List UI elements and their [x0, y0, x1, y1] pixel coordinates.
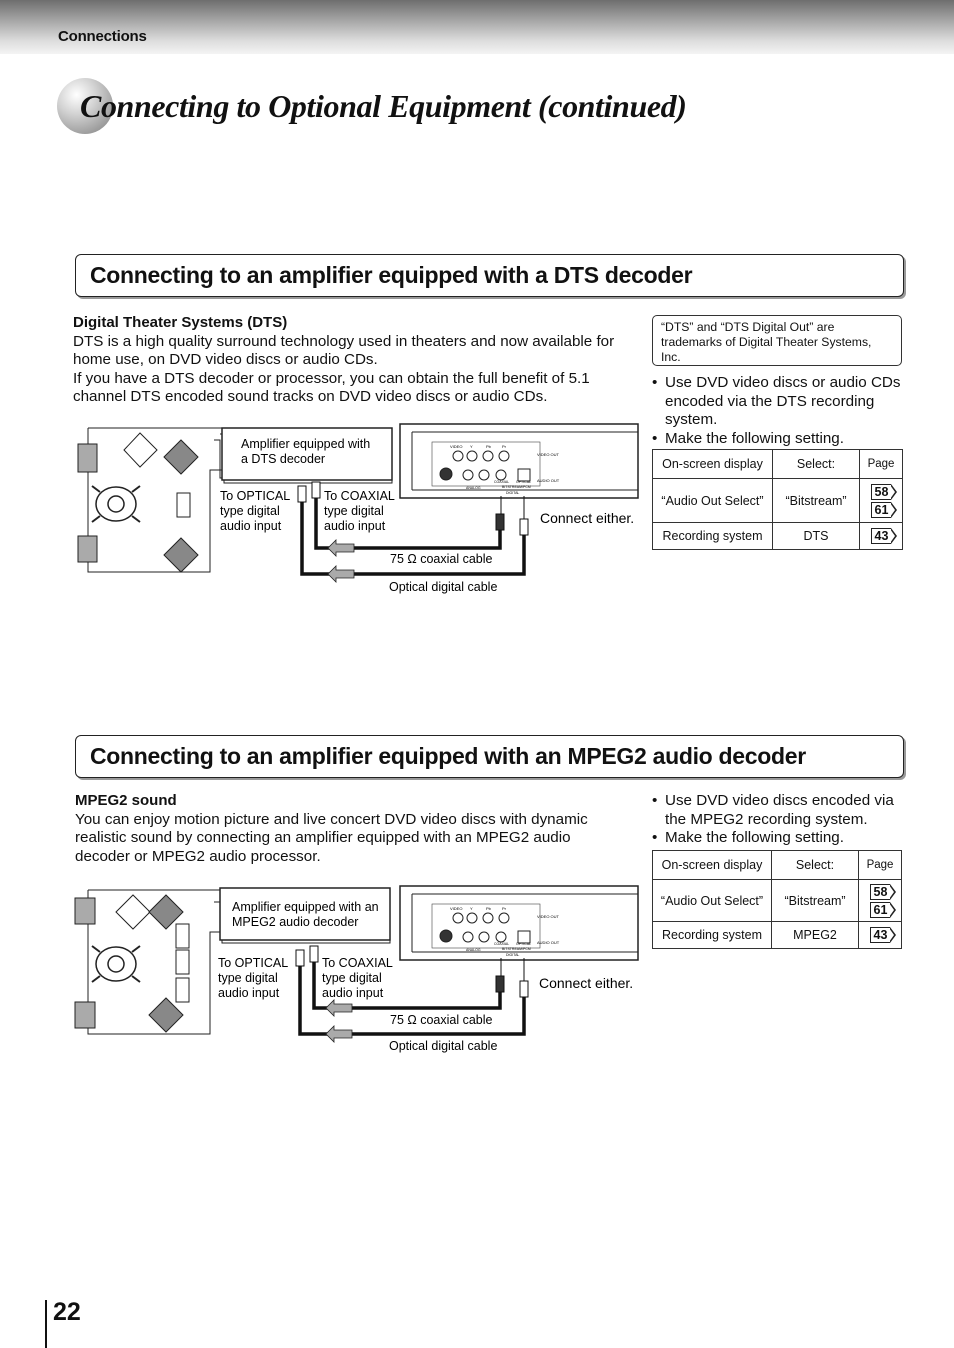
page-number-rule: [45, 1300, 47, 1348]
dts-paragraph-2: If you have a DTS decoder or processor, you can obtain the full benefit of 5.1 channel DTS encoded sound tracks on DVD video discs or audio CDs.: [73, 369, 590, 405]
subwoofer-icon: [176, 950, 189, 974]
mpeg2-bullet-2: • Make the following setting.: [652, 829, 904, 848]
s-video-jack-icon: [440, 930, 452, 942]
optical-input-label: type digital: [218, 971, 278, 985]
mpeg2-heading-text: Connecting to an amplifier equipped with an MPEG2 audio decoder: [90, 743, 806, 769]
optical-input-label: To OPTICAL: [218, 956, 289, 970]
page-ref-43[interactable]: 43: [871, 528, 892, 544]
optical-plug-icon: [520, 519, 528, 535]
pb-jack-icon: [483, 451, 493, 461]
table-cell-select: MPEG2: [772, 922, 859, 949]
panel-label: BITSTREAM/PCM: [502, 485, 531, 489]
panel-label: VIDEO OUT: [537, 914, 560, 919]
pr-jack-icon: [499, 451, 509, 461]
dts-subheading: Digital Theater Systems (DTS): [73, 314, 288, 331]
coaxial-input-label: audio input: [322, 986, 384, 1000]
panel-label: Y: [470, 444, 473, 449]
panel-label: COAXIAL: [494, 480, 510, 484]
front-left-speaker-icon: [78, 444, 97, 472]
coaxial-input-label: To COAXIAL: [324, 489, 395, 503]
panel-label: VIDEO: [450, 906, 463, 911]
front-left-speaker-icon: [75, 898, 95, 924]
mpeg2-bullets: [652, 792, 904, 848]
amplifier-box: [220, 888, 390, 940]
panel-label: Y: [470, 906, 473, 911]
optical-cable-label: Optical digital cable: [389, 580, 498, 594]
rear-right-speaker-icon: [149, 998, 183, 1032]
listener-icon: [92, 486, 140, 522]
page-ref-61[interactable]: 61: [870, 902, 891, 918]
optical-plug-icon: [298, 486, 306, 502]
table-header-page: Page: [859, 851, 902, 880]
table-header-page: Page: [860, 450, 903, 479]
subwoofer-icon: [176, 924, 189, 948]
dts-bullet-2: • Make the following setting.: [652, 430, 902, 449]
coaxial-plug-icon: [496, 514, 504, 530]
page-title: Connecting to Optional Equipment (continued): [80, 88, 687, 124]
dts-settings-table: [652, 449, 903, 550]
mpeg2-paragraph-1: You can enjoy motion picture and live concert DVD video discs with dynamic realistic sound by connecting an amplifier equipped with an MPEG2 audio decoder or MPEG2 audio processor.: [75, 810, 588, 865]
coaxial-cable-label: 75 Ω coaxial cable: [390, 1013, 493, 1027]
coaxial-jack-icon: [496, 932, 506, 942]
signal-arrow-icon: [326, 1000, 352, 1016]
panel-label: OPTICAL: [516, 942, 531, 946]
panel-label: AUDIO OUT: [537, 940, 560, 945]
coaxial-plug-icon: [310, 946, 318, 962]
signal-arrow-icon: [328, 540, 354, 556]
rear-left-speaker-icon: [78, 536, 97, 562]
header-bar: [0, 0, 954, 54]
panel-label: BITSTREAM/PCM: [502, 947, 531, 951]
mpeg2-section-heading: [75, 735, 904, 778]
rear-left-speaker-icon: [75, 1002, 95, 1028]
signal-arrow-icon: [326, 1026, 352, 1042]
panel-label: DIGITAL: [506, 491, 520, 495]
optical-plug-icon: [520, 981, 528, 997]
page-ref-43[interactable]: 43: [870, 927, 891, 943]
table-cell-pages: [860, 523, 903, 550]
table-header-display: On-screen display: [653, 851, 772, 880]
video-jack-icon: [453, 451, 463, 461]
dts-intro: [73, 314, 641, 407]
optical-plug-icon: [296, 950, 304, 966]
table-header-select: Select:: [772, 851, 859, 880]
table-cell-select: “Bitstream”: [772, 880, 859, 922]
amplifier-label: a DTS decoder: [241, 452, 326, 466]
page-ref-58[interactable]: 58: [871, 484, 892, 500]
table-cell-select: DTS: [773, 523, 860, 550]
panel-label: Pr: [502, 906, 506, 911]
subwoofer-icon: [177, 493, 190, 517]
coaxial-input-label: audio input: [324, 519, 386, 533]
panel-label: DIGITAL: [506, 953, 520, 957]
dts-connection-diagram: [70, 420, 642, 602]
dts-bullet-1: • Use DVD video discs or audio CDs encoded via the DTS recording system.: [652, 374, 902, 430]
amplifier-label: Amplifier equipped with: [241, 437, 371, 451]
rear-right-speaker-icon: [164, 538, 198, 572]
coaxial-jack-icon: [496, 470, 506, 480]
amplifier-label: MPEG2 audio decoder: [232, 915, 359, 929]
mpeg2-bullet-1: • Use DVD video discs encoded via the MPEG2 recording system.: [652, 792, 904, 829]
pr-jack-icon: [499, 913, 509, 923]
y-jack-icon: [467, 913, 477, 923]
connect-either-label: Connect either.: [540, 510, 635, 526]
listener-icon: [92, 946, 140, 982]
optical-input-label: type digital: [220, 504, 280, 518]
coaxial-plug-icon: [496, 976, 504, 992]
table-cell-display: “Audio Out Select”: [653, 479, 773, 523]
dts-section-heading: [75, 254, 904, 297]
amplifier-label: Amplifier equipped with an: [232, 900, 379, 914]
panel-label: Pb: [486, 906, 491, 911]
coaxial-cable-label: 75 Ω coaxial cable: [390, 552, 493, 566]
center-speaker-icon: [116, 895, 150, 929]
panel-label: VIDEO OUT: [537, 452, 560, 457]
mpeg2-settings-table: [652, 850, 902, 949]
panel-label: AUDIO OUT: [537, 478, 560, 483]
optical-cable-label: Optical digital cable: [389, 1039, 498, 1053]
panel-label: Pr: [502, 444, 506, 449]
section-label: Connections: [58, 28, 147, 45]
y-jack-icon: [467, 451, 477, 461]
dts-heading-text: Connecting to an amplifier equipped with a DTS decoder: [90, 262, 693, 288]
table-cell-pages: [859, 922, 902, 949]
trademark-note: “DTS” and “DTS Digital Out” are trademarks of Digital Theater Systems, Inc.: [652, 315, 902, 366]
analog-l-jack-icon: [463, 470, 473, 480]
panel-label: ANALOG: [466, 486, 481, 490]
mpeg2-connection-diagram: [70, 882, 642, 1064]
mpeg2-subheading: MPEG2 sound: [75, 792, 177, 809]
front-right-speaker-icon: [164, 440, 198, 474]
panel-label: VIDEO: [450, 444, 463, 449]
optical-input-label: audio input: [218, 986, 280, 1000]
table-cell-display: Recording system: [653, 523, 773, 550]
table-cell-pages: [860, 479, 903, 523]
video-jack-icon: [453, 913, 463, 923]
dts-bullets: [652, 374, 902, 448]
panel-label: ANALOG: [466, 948, 481, 952]
coaxial-input-label: To COAXIAL: [322, 956, 393, 970]
table-cell-select: “Bitstream”: [773, 479, 860, 523]
dts-paragraph-1: DTS is a high quality surround technology used in theaters and now available for home use, on DVD video discs or audio CDs.: [73, 332, 615, 368]
optical-input-label: To OPTICAL: [220, 489, 291, 503]
page-ref-58[interactable]: 58: [870, 884, 891, 900]
analog-r-jack-icon: [479, 470, 489, 480]
table-cell-display: Recording system: [653, 922, 772, 949]
table-header-display: On-screen display: [653, 450, 773, 479]
analog-r-jack-icon: [479, 932, 489, 942]
signal-arrow-icon: [328, 566, 354, 582]
optical-input-label: audio input: [220, 519, 282, 533]
subwoofer-icon: [176, 978, 189, 1002]
coaxial-plug-icon: [312, 482, 320, 498]
table-header-select: Select:: [773, 450, 860, 479]
s-video-jack-icon: [440, 468, 452, 480]
center-speaker-icon: [124, 433, 157, 467]
connect-either-label: Connect either.: [539, 975, 634, 991]
panel-label: COAXIAL: [494, 942, 510, 946]
coaxial-input-label: type digital: [322, 971, 382, 985]
page-number: 22: [53, 1298, 81, 1326]
mpeg2-intro: [75, 792, 620, 866]
coaxial-input-label: type digital: [324, 504, 384, 518]
page-ref-61[interactable]: 61: [871, 502, 892, 518]
analog-l-jack-icon: [463, 932, 473, 942]
panel-label: OPTICAL: [516, 480, 531, 484]
pb-jack-icon: [483, 913, 493, 923]
table-cell-pages: [859, 880, 902, 922]
table-cell-display: “Audio Out Select”: [653, 880, 772, 922]
panel-label: Pb: [486, 444, 491, 449]
